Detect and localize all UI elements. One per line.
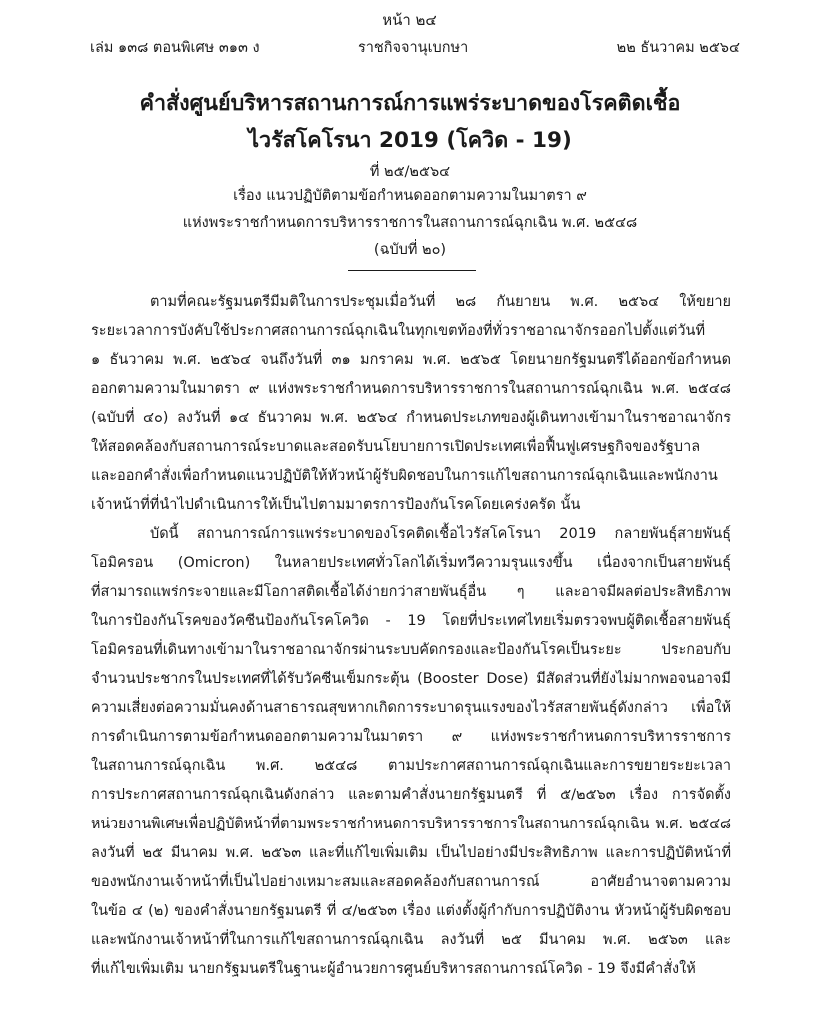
gazette-name: ราชกิจจานุเบกษา	[358, 40, 469, 56]
body-text-line: (ฉบับที่ ๔๐) ลงวันที่ ๑๔ ธันวาคม พ.ศ. ๒๕๖๔ กำหนดประเภทของผู้เดินทางเข้ามาในราชอาณาจักร	[91, 410, 731, 426]
body-text-line: ที่สามารถแพร่กระจายและมีโอกาสติดเชื้อได้ง่ายกว่าสายพันธุ์อื่น ๆ และอาจมีผลต่อประสิทธิภาพ	[91, 584, 731, 600]
body-text-line: ระยะเวลาการบังคับใช้ประกาศสถานการณ์ฉุกเฉินในทุกเขตท้องที่ทั่วราชอาณาจักรออกไปตั้งแต่วันที่	[91, 323, 706, 339]
body-text-line: ออกตามความในมาตรา ๙ แห่งพระราชกำหนดการบริหารราชการในสถานการณ์ฉุกเฉิน พ.ศ. ๒๕๔๘	[91, 381, 731, 397]
body-text-line: และออกคำสั่งเพื่อกำหนดแนวปฏิบัติให้หัวหน้าผู้รับผิดชอบในการแก้ไขสถานการณ์ฉุกเฉินและพนักงาน	[91, 468, 718, 484]
publication-date: ๒๒ ธันวาคม ๒๕๖๔	[616, 40, 740, 56]
body-text-line: จำนวนประชากรในประเทศที่ได้รับวัคซีนเข็มกระตุ้น (Booster Dose) มีสัดส่วนที่ยังไม่มากพอจนอาจมี	[91, 671, 731, 687]
body-text-line: ของพนักงานเจ้าหน้าที่เป็นไปอย่างเหมาะสมและสอดคล้องกับสถานการณ์ อาศัยอำนาจตามความ	[91, 874, 731, 890]
body-text-line: เจ้าหน้าที่ที่นำไปดำเนินการให้เป็นไปตามมาตรการป้องกันโรคโดยเคร่งครัด นั้น	[91, 497, 581, 513]
title-divider	[348, 270, 476, 271]
body-text-line: ในการป้องกันโรคของวัคซีนป้องกันโรคโควิด - 19 โดยที่ประเทศไทยเริ่มตรวจพบผู้ติดเชื้อสายพันธุ์	[91, 613, 731, 629]
order-subject-act: แห่งพระราชกำหนดการบริหารราชการในสถานการณ์ฉุกเฉิน พ.ศ. ๒๕๔๘	[182, 215, 638, 231]
page-number: หน้า ๒๔	[382, 11, 437, 29]
order-edition: (ฉบับที่ ๒๐)	[373, 242, 447, 258]
body-text-line: และพนักงานเจ้าหน้าที่ในการแก้ไขสถานการณ์ฉุกเฉิน ลงวันที่ ๒๕ มีนาคม พ.ศ. ๒๕๖๓ และ	[91, 932, 731, 948]
body-text-line: ในข้อ ๔ (๒) ของคำสั่งนายกรัฐมนตรี ที่ ๔/๒๕๖๓ เรื่อง แต่งตั้งผู้กำกับการปฏิบัติงาน หัวหน้าผู้รับผิดชอบ	[91, 903, 731, 919]
body-text-line: ที่แก้ไขเพิ่มเติม นายกรัฐมนตรีในฐานะผู้อำนวยการศูนย์บริหารสถานการณ์โควิด - 19 จึงมีคำสั่งให้	[91, 961, 696, 977]
body-text-line: ความเสี่ยงต่อความมั่นคงด้านสาธารณสุขหากเกิดการระบาดรุนแรงของไวรัสสายพันธุ์ดังกล่าว เพื่อให้	[91, 700, 731, 716]
body-text-line: ในสถานการณ์ฉุกเฉิน พ.ศ. ๒๕๔๘ ตามประกาศสถานการณ์ฉุกเฉินและการขยายระยะเวลา	[91, 758, 731, 774]
body-text-line: การดำเนินการตามข้อกำหนดออกตามความในมาตรา ๙ แห่งพระราชกำหนดการบริหารราชการ	[91, 729, 731, 745]
order-title-line-1: คำสั่งศูนย์บริหารสถานการณ์การแพร่ระบาดของโรคติดเชื้อ	[139, 91, 681, 116]
body-text-line: ลงวันที่ ๒๕ มีนาคม พ.ศ. ๒๕๖๓ และที่แก้ไขเพิ่มเติม เป็นไปอย่างมีประสิทธิภาพ และการปฏิบัติหน้าที่	[91, 845, 731, 861]
body-text-line: หน่วยงานพิเศษเพื่อปฏิบัติหน้าที่ตามพระราชกำหนดการบริหารราชการในสถานการณ์ฉุกเฉิน พ.ศ. ๒๕๔๘	[91, 816, 731, 832]
body-text-line: ให้สอดคล้องกับสถานการณ์ระบาดและสอดรับนโยบายการเปิดประเทศเพื่อฟื้นฟูเศรษฐกิจของรัฐบาล	[91, 439, 701, 455]
order-number: ที่ ๒๕/๒๕๖๔	[369, 164, 451, 180]
running-header	[90, 37, 740, 59]
volume-info: เล่ม ๑๓๘ ตอนพิเศษ ๓๑๓ ง	[90, 40, 260, 56]
order-title-line-2: ไวรัสโคโรนา 2019 (โควิด - 19)	[248, 128, 572, 153]
body-text-line: โอมิครอน (Omicron) ในหลายประเทศทั่วโลกได้เริ่มทวีความรุนแรงขึ้น เนื่องจากเป็นสายพันธุ์	[91, 555, 731, 571]
body-text-line: การประกาศสถานการณ์ฉุกเฉินดังกล่าว และตามคำสั่งนายกรัฐมนตรี ที่ ๕/๒๕๖๓ เรื่อง การจัดตั้ง	[91, 787, 731, 803]
order-subject: เรื่อง แนวปฏิบัติตามข้อกำหนดออกตามความในมาตรา ๙	[233, 188, 587, 204]
body-text-line: โอมิครอนที่เดินทางเข้ามาในราชอาณาจักรผ่านระบบคัดกรองและป้องกันโรคเป็นระยะ ประกอบกับ	[91, 642, 731, 658]
body-text-line: บัดนี้ สถานการณ์การแพร่ระบาดของโรคติดเชื้อไวรัสโคโรนา 2019 กลายพันธุ์สายพันธุ์	[150, 526, 731, 542]
body-text-line: ๑ ธันวาคม พ.ศ. ๒๕๖๔ จนถึงวันที่ ๓๑ มกราคม พ.ศ. ๒๕๖๕ โดยนายกรัฐมนตรีได้ออกข้อกำหนด	[91, 352, 731, 368]
body-text-line: ตามที่คณะรัฐมนตรีมีมติในการประชุมเมื่อวันที่ ๒๘ กันยายน พ.ศ. ๒๕๖๔ ให้ขยาย	[150, 294, 731, 310]
